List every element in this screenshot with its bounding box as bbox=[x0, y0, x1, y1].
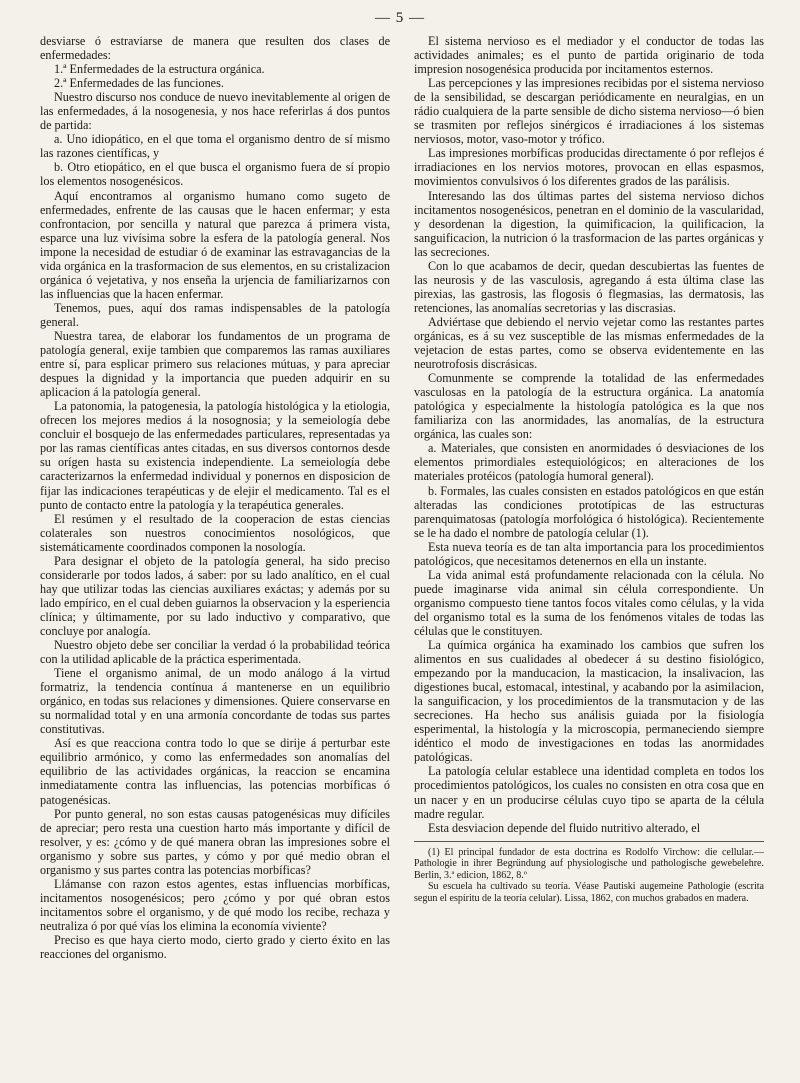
paragraph: La patonomia, la patogenesia, la patología histológica y la etiologia, ofrecen los mejores medios á la nosognosia; y la semeiología debe concluir el bosquejo de las enfermedades particulares, representadas ya por las ramas científicas antes citadas, en sus diversos contornos desde su orígen hasta su existencia independiente. La semeiología debe caracterizarnos la enfermedad individual y ponernos en disposicion de fijar las indicaciones terapéuticas y de elejir el medicamento. Tal es el punto de contacto entre la patología y la terapéutica generales. bbox=[40, 399, 390, 512]
paragraph: Por punto general, no son estas causas patogenésicas muy difíciles de apreciar; pero resta una cuestion harto más importante y difícil de resolver, y es: ¿cómo y de qué manera obran las impresiones sobre el organismo y sobre sus partes, y cómo y por qué medio obran el organismo y sus partes contra las potencias morbíficas? bbox=[40, 806, 390, 877]
list-item: b. Formales, las cuales consisten en estados patológicos en que están alteradas las condiciones prototípicas de las estructuras parenquimatosas (patología morfológica ó histológica). Recientemente se le ha dado el nombre de patología celular (1). bbox=[414, 483, 764, 540]
list-item: a. Materiales, que consisten en anormidades ó desviaciones de los elementos primordiales estequiológicos; en alteraciones de los materiales protéicos (patología humoral general). bbox=[414, 441, 764, 484]
paragraph: La química orgánica ha examinado los cambios que sufren los alimentos en sus cualidades al obedecer á su destino fisiológico, empezando por la manducacion, la masticacion, la insalivacion, las digestiones bucal, estomacal, intestinal, y acabando por la asimilacion, la sanguificacion, y los procedimientos de la transmutacion y de las secreciones. Ha hecho sus análisis guiada por la fisiología esperimental, la histología y la microscopia, permaneciendo siempre idéntico el modo de investigaciones en todas las anormidades patológicas. bbox=[414, 638, 764, 765]
paragraph: Nuestro objeto debe ser conciliar la verdad ó la probabilidad teórica con la utilidad aplicable de la práctica esperimentada. bbox=[40, 638, 390, 667]
paragraph: Llámanse con razon estos agentes, estas influencias morbíficas, incitamentos nosogenésicos; pero ¿cómo y por qué obran estos incitamentos sobre el organismo, y de qué modo los recibe, rechaza y neutraliza ó por qué vías los elimina la economía viviente? bbox=[40, 876, 390, 933]
paragraph: El sistema nervioso es el mediador y el conductor de todas las actividades animales; es el punto de partida originario de toda impresion nosogenésica producida por incitamentos esternos. bbox=[414, 34, 764, 77]
paragraph: El resúmen y el resultado de la cooperacion de estas ciencias colaterales son nuestros conocimientos nosológicos, que sistemáticamente coordinados componen la nosología. bbox=[40, 511, 390, 554]
paragraph: Para designar el objeto de la patología general, ha sido preciso considerarle por todos lados, á saber: por su lado analítico, en el cual hay que utilizar todas las ciencias auxiliares exáctas; y además por su lado empírico, en el cual deben guiarnos la observacion y la esperiencia clínica; y últimamente, por su lado inductivo y comparativo, que concluye por analogía. bbox=[40, 553, 390, 638]
list-item: 1.ª Enfermedades de la estructura orgánica. bbox=[54, 62, 265, 77]
paragraph: Así es que reacciona contra todo lo que se dirije á perturbar este equilibrio armónico, y como las enfermedades son anomalías del equilibrio de las actividades orgánicas, la reaccion se encamina inmediatamente contra las influencias, las potencias morbíficas ó patogenésicas. bbox=[40, 736, 390, 807]
footnote bbox=[414, 847, 764, 905]
paragraph: Las percepciones y las impresiones recibidas por el sistema nervioso de la sensibilidad, se descargan periódicamente en neuralgias, en un rádio cualquiera de la parte sensible de dicho sistema nervioso—ó bien se trasmiten por reflejos sinérgicos é irradiaciones á los sistemas nerviosos, motor, vaso-motor y trófico. bbox=[414, 76, 764, 147]
paragraph: Adviértase que debiendo el nervio vejetar como las restantes partes orgánicas, es á su vez susceptible de las mismas enfermedades de la vejetacion de estas partes, como se observa evidentemente en las neurotrofosis discrásicas. bbox=[414, 314, 764, 372]
footnote-divider bbox=[414, 841, 764, 842]
list-item: b. Otro etiopático, en el que busca el organismo fuera de sí propio los elementos nosogenésicos. bbox=[40, 160, 390, 189]
paragraph: Preciso es que haya cierto modo, cierto grado y cierto éxito en las reacciones del organismo. bbox=[40, 933, 390, 962]
footnote-text: Su escuela ha cultivado su teoría. Véase Pautiski augemeine Pathologie (escrita segun el espíritu de la teoría celular). Lissa, 1862, con muchos grabados en madera. bbox=[414, 881, 764, 905]
paragraph: Las impresiones morbíficas producidas directamente ó por reflejos é irradiaciones en los nervios motores, provocan en ellas espasmos, movimientos convulsivos ó los diferentes grados de las parálisis. bbox=[414, 146, 764, 189]
left-column bbox=[40, 34, 390, 961]
paragraph: Aquí encontramos al organismo humano como sugeto de enfermedades, enfrente de las causas que le hacen enfermar; y esta confrontacion, por sencilla y natural que parezca á primera vista, esparce una luz vivísima sobre la esfera de la patología general. Nos impone la necesidad de estudiar ó de examinar las estravagancias de la vida orgánica en la trasformacion de sus elementos, en su cristalizacion orgánica ó vejetativa, y nos enseña la urjencia de familiarizarnos con las influencias que la hacen enfermar. bbox=[40, 188, 390, 301]
paragraph: Nuestro discurso nos conduce de nuevo inevitablemente al origen de las enfermedades, á la nosogenesia, y nos hace referirlas á dos puntos de partida: bbox=[40, 90, 390, 133]
paragraph: La vida animal está profundamente relacionada con la célula. No puede imaginarse vida animal sin célula correspondiente. Un organismo compuesto tiene tantos focos vitales como células, y la vida del organismo total es la suma de los fenómenos vitales de todas las células que le constituyen. bbox=[414, 567, 764, 638]
page-number: — 5 — bbox=[375, 10, 425, 26]
footnote-text: (1) El principal fundador de esta doctrina es Rodolfo Virchow: die cellular.—Pathologie in ihrer Begründung auf physiologische und pathologische gewebelehre. Berlin, 3.ª edicion, 1862, 8.º bbox=[414, 846, 764, 881]
paragraph: Esta desviacion depende del fluido nutritivo alterado, el bbox=[428, 820, 701, 835]
right-column bbox=[414, 34, 764, 905]
paragraph: Interesando las dos últimas partes del sistema nervioso dichos incitamentos nosogenésicos, penetran en el dominio de la vascularidad, y desordenan la digestion, la quimificacion, la quilificacion, la sanguificacion, la nutricion ó la trasformacion de las partes orgánicas y las secreciones. bbox=[414, 188, 764, 259]
paragraph: Con lo que acabamos de decir, quedan descubiertas las fuentes de las neurosis y de las vasculosis, agregando á esta última clase las pirexias, las gastrosis, las flogosis ó flegmasias, las dermatosis, las retenciones, las anomalías secretorias y las discrasias. bbox=[414, 258, 764, 315]
paragraph: Comunmente se comprende la totalidad de las enfermedades vasculosas en la patología de la estructura orgánica. La anatomía patológica y especialmente la histología patológica es la que nos familiariza con las anormidades, las anomalías, de la estructura orgánica, las cuales son: bbox=[414, 371, 764, 442]
paragraph: desviarse ó estraviarse de manera que resulten dos clases de enfermedades: bbox=[40, 34, 390, 63]
paragraph: Tenemos, pues, aquí dos ramas indispensables de la patología general. bbox=[40, 300, 390, 329]
list-item: a. Uno idiopático, en el que toma el organismo dentro de sí mismo las razones científicas, y bbox=[40, 132, 390, 161]
paragraph: Esta nueva teoría es de tan alta importancia para los procedimientos patológicos, que necesitamos detenernos en ella un instante. bbox=[414, 539, 764, 568]
paragraph: La patología celular establece una identidad completa en todos los procedimientos patológicos, los cuales no consisten en otra cosa que en un nacer y en un producirse células cuyo tipo se aparta de la célula madre regular. bbox=[414, 764, 764, 821]
list-item: 2.ª Enfermedades de las funciones. bbox=[54, 76, 224, 91]
paragraph: Tiene el organismo animal, de un modo análogo á la virtud formatriz, la tendencia contínua á mantenerse en un equilibrio orgánico, en todas sus relaciones y dimensiones. Quiere conservarse en su normalidad total y en una armonía concordante de todas sus partes constitutivas. bbox=[40, 666, 390, 737]
paragraph: Nuestra tarea, de elaborar los fundamentos de un programa de patología general, exije tambien que comparemos las ramas auxiliares entre sí, para esplicar primero sus relaciones mútuas, y para apreciar despues la dignidad y la importancia que pueden adquirir en su aplicacion á la patología general. bbox=[40, 328, 390, 400]
